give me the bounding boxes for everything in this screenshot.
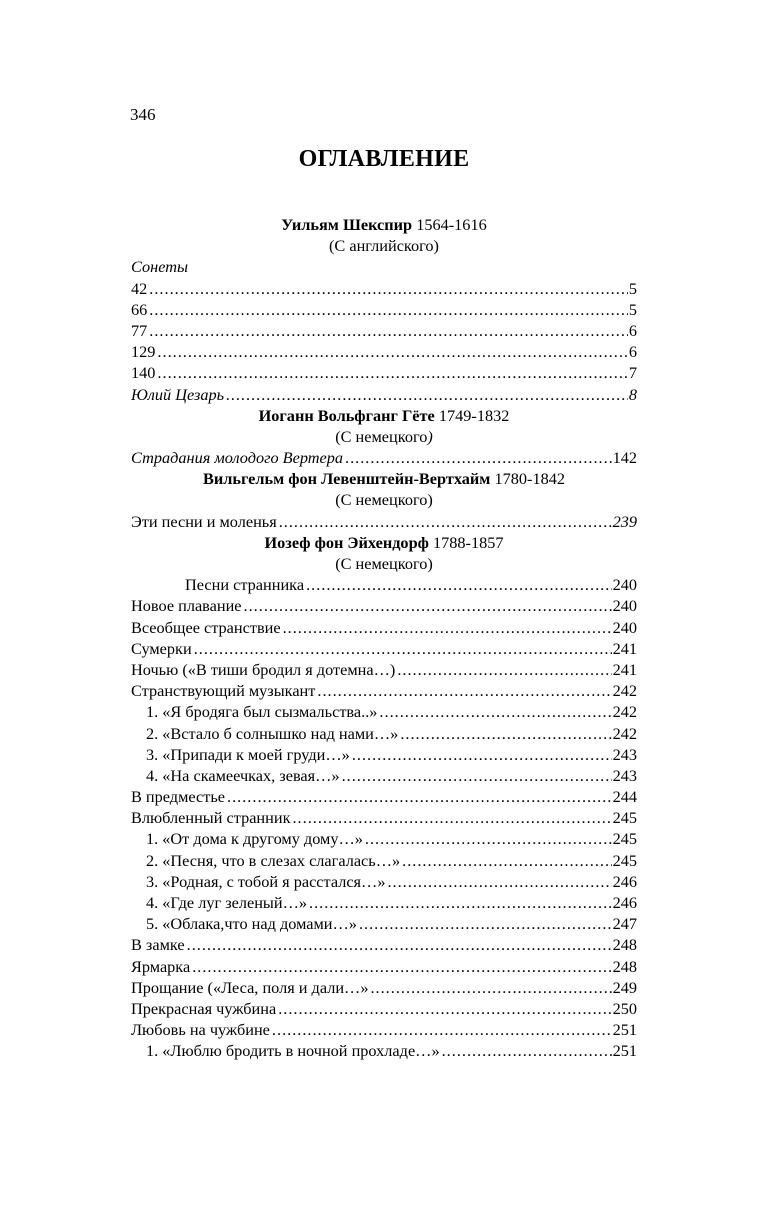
toc-entry-title: 77 (131, 320, 148, 340)
toc-entry-page: 245 (612, 829, 637, 849)
toc-entry-page: 142 (612, 448, 637, 468)
toc-entry-page: 8 (628, 384, 637, 404)
toc-entry[interactable] (131, 892, 637, 913)
toc-entry-page: 241 (612, 659, 637, 679)
toc-entry-page: 243 (612, 765, 637, 785)
toc-entry[interactable] (131, 299, 637, 320)
toc-entry-title: Прекрасная чужбина (131, 998, 277, 1018)
dot-leader (317, 680, 611, 701)
dot-leader (149, 299, 628, 320)
toc-entry-title: Сумерки (131, 638, 192, 658)
toc-entry-title: 1. «От дома к другому дому…» (146, 829, 363, 849)
dot-leader (379, 701, 611, 722)
toc-entry-title: 42 (131, 278, 148, 298)
dot-leader (187, 934, 612, 955)
toc-entry[interactable] (131, 850, 637, 871)
toc-entry-page: 240 (612, 617, 637, 637)
toc-entry[interactable] (131, 913, 637, 934)
toc-entry-title: Ярмарка (131, 956, 191, 976)
dot-leader (400, 723, 611, 744)
author-years: 1564-1616 (416, 215, 487, 234)
dot-leader (345, 447, 612, 468)
author-name: Уильям Шекспир (281, 215, 413, 234)
dot-leader (359, 913, 612, 934)
toc-entry[interactable] (131, 701, 637, 722)
toc-entry-title: 129 (131, 342, 156, 362)
author-heading (131, 532, 637, 553)
toc-entry[interactable] (131, 595, 637, 616)
toc-entry-title: В предместье (131, 787, 226, 807)
toc-entry[interactable] (131, 934, 637, 955)
toc-entry-title: Всеобщее странствие (131, 617, 281, 637)
toc-entry-title: Страдания молодого Вертера (131, 448, 344, 468)
toc-entry-page: 241 (612, 638, 637, 658)
dot-leader (157, 362, 627, 383)
toc-entry-title: 2. «Встало б солнышко над нами…» (146, 723, 399, 743)
toc-entry-page: 249 (612, 977, 637, 997)
table-of-contents (131, 214, 637, 1062)
toc-entry-page: 251 (612, 1020, 637, 1040)
dot-leader (387, 871, 611, 892)
toc-entry-page: 239 (612, 511, 637, 531)
section-heading: Сонеты (131, 257, 188, 277)
dot-leader (342, 765, 612, 786)
toc-entry-page: 242 (612, 723, 637, 743)
toc-entry[interactable] (131, 744, 637, 765)
toc-entry[interactable] (131, 786, 637, 807)
author-name: Иозеф фон Эйхендорф (264, 532, 429, 552)
toc-entry-page: 245 (612, 808, 637, 828)
dot-leader (352, 744, 612, 765)
author-years: 1749-1832 (438, 405, 510, 425)
toc-entry[interactable] (131, 511, 637, 532)
dot-leader (279, 511, 612, 532)
toc-entry-title: Прощание («Леса, поля и дали…» (131, 977, 369, 997)
page-number: 346 (130, 105, 156, 124)
dot-leader (194, 638, 612, 659)
toc-entry[interactable] (131, 617, 637, 638)
translation-note: (С немецкого) (335, 490, 433, 510)
dot-leader (283, 617, 612, 638)
dot-leader (149, 320, 628, 341)
toc-entry-title: 2. «Песня, что в слезах слагалась…» (146, 850, 401, 870)
toc-entry-title: Влюбленный странник (131, 808, 291, 828)
dot-leader (365, 828, 612, 849)
toc-entry[interactable] (131, 807, 637, 828)
toc-entry-page: 248 (612, 956, 637, 976)
toc-entry[interactable] (131, 384, 637, 405)
author-name: Иоганн Вольфганг Гёте (258, 405, 435, 425)
toc-entry-page: 6 (628, 320, 637, 340)
toc-entry-page: 240 (612, 596, 637, 616)
toc-entry[interactable] (131, 765, 637, 786)
toc-entry[interactable] (131, 723, 637, 744)
toc-entry-page: 6 (628, 342, 637, 362)
dot-leader (227, 786, 612, 807)
toc-entry[interactable] (131, 1019, 637, 1040)
author-heading (131, 405, 637, 426)
toc-entry-title: В замке (131, 935, 185, 955)
dot-leader (278, 998, 611, 1019)
toc-entry-page: 243 (612, 744, 637, 764)
dot-leader (370, 977, 611, 998)
author-name: Вильгельм фон Левенштейн-Вертхайм (202, 469, 491, 489)
dot-leader (402, 850, 611, 871)
toc-entry-page: 244 (612, 787, 637, 807)
toc-entry-title: Ночью («В тиши бродил я дотемна…) (131, 659, 396, 679)
toc-entry-page: 242 (612, 702, 637, 722)
toc-entry-page: 250 (612, 998, 637, 1018)
toc-entry[interactable] (131, 977, 637, 998)
dot-leader (306, 574, 612, 595)
toc-entry[interactable] (131, 998, 637, 1019)
toc-entry-page: 5 (628, 278, 637, 298)
dot-leader (272, 1019, 612, 1040)
toc-entry[interactable] (131, 680, 637, 701)
page-title: ОГЛАВЛЕНИЕ (298, 146, 470, 172)
dot-leader (442, 1040, 612, 1061)
toc-entry[interactable] (131, 638, 637, 659)
toc-entry-title: 3. «Припади к моей груди…» (146, 744, 350, 764)
translation-note (131, 426, 637, 447)
toc-entry-title: Песни странника (185, 575, 305, 595)
toc-entry[interactable] (131, 828, 637, 849)
toc-entry[interactable] (131, 1040, 637, 1061)
toc-entry-title: 1. «Люблю бродить в ночной прохладе…» (146, 1041, 440, 1061)
toc-entry-page: 242 (612, 681, 637, 701)
toc-entry-title: 5. «Облака,что над домами…» (146, 914, 357, 934)
toc-entry[interactable] (131, 574, 637, 595)
toc-entry-title: 4. «На скамеечках, зевая…» (146, 765, 340, 785)
toc-entry-page: 245 (612, 850, 637, 870)
dot-leader (244, 595, 612, 616)
dot-leader (192, 956, 611, 977)
dot-leader (157, 341, 627, 362)
translation-note-paren: ) (427, 426, 433, 446)
toc-entry-page: 5 (628, 299, 637, 319)
author-heading (131, 214, 637, 235)
toc-entry[interactable] (131, 871, 637, 892)
toc-entry-title: Юлий Цезарь (131, 384, 225, 404)
toc-entry-title: Эти песни и моленья (131, 511, 277, 531)
author-years: 1780-1842 (494, 469, 566, 489)
translation-note: (С немецкого) (335, 554, 433, 573)
toc-entry[interactable] (131, 362, 637, 383)
toc-entry-title: Любовь на чужбине (131, 1020, 270, 1040)
dot-leader (226, 384, 628, 405)
toc-entry-title: 4. «Где луг зеленый…» (146, 893, 307, 912)
translation-note-text: (С немецкого (335, 426, 428, 446)
toc-entry[interactable] (131, 278, 637, 299)
toc-entry[interactable] (131, 659, 637, 680)
toc-entry-title: 140 (131, 363, 156, 383)
toc-entry-page: 247 (612, 914, 637, 934)
author-years: 1788-1857 (432, 532, 504, 552)
toc-entry-page: 251 (612, 1041, 637, 1061)
dot-leader (292, 807, 611, 828)
toc-entry[interactable] (131, 447, 637, 468)
toc-entry-title: 3. «Родная, с тобой я расстался…» (146, 871, 386, 891)
dot-leader (149, 278, 628, 299)
toc-entry-page: 7 (628, 363, 637, 383)
toc-entry-page: 240 (612, 575, 637, 595)
translation-note: (С английского) (329, 236, 439, 256)
toc-entry[interactable] (131, 956, 637, 977)
dot-leader (309, 892, 612, 913)
author-heading (131, 468, 637, 489)
toc-entry-page: 246 (612, 893, 637, 912)
toc-entry-title: Странствующий музыкант (131, 681, 316, 701)
toc-entry-title: Новое плавание (131, 596, 242, 616)
toc-entry[interactable] (131, 320, 637, 341)
toc-entry-title: 1. «Я бродяга был сызмальства..» (146, 702, 378, 722)
toc-entry-title: 66 (131, 299, 148, 319)
toc-entry[interactable] (131, 341, 637, 362)
dot-leader (397, 659, 611, 680)
toc-entry-page: 248 (612, 935, 637, 955)
toc-entry-page: 246 (612, 871, 637, 891)
